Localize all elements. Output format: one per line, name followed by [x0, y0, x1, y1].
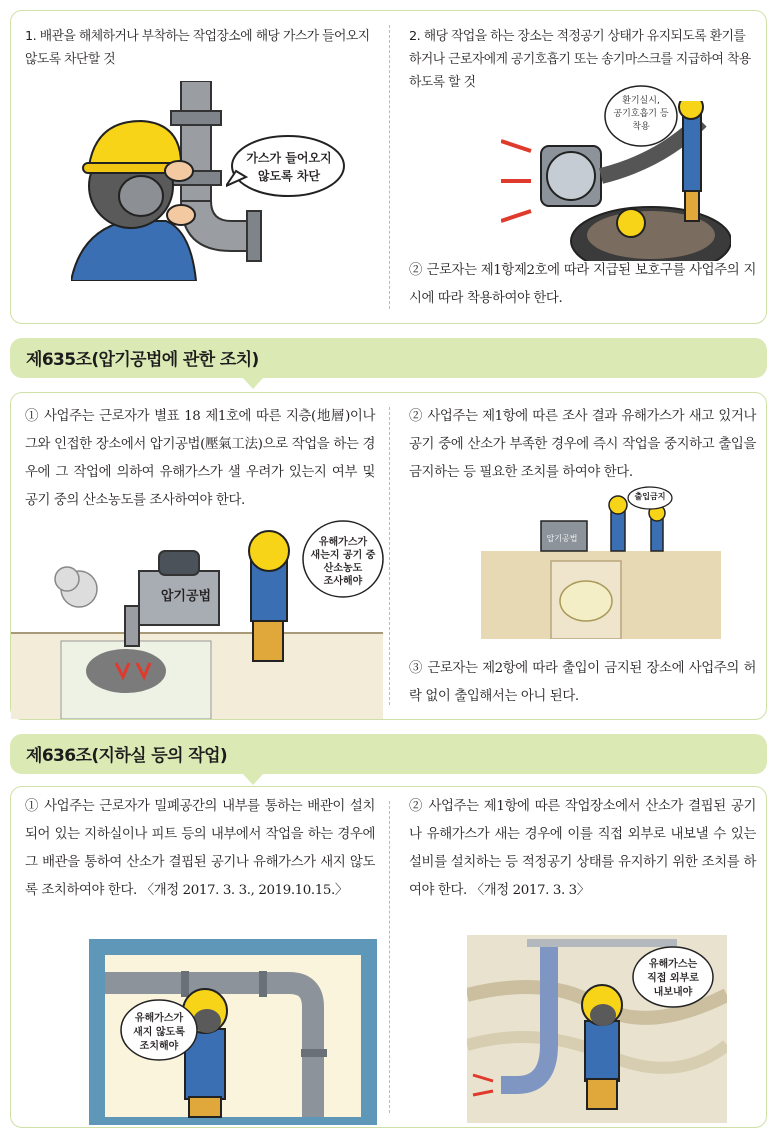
s636-left-bubble-line-2: 새지 않도록: [133, 1027, 185, 1038]
s635-para-2: ② 사업주는 제1항에 따른 조사 결과 유해가스가 새고 있거나 공기 중에 산소가 부족한 경우에 즉시 작업을 중지하고 출입을 금지하는 등 필요한 조치를 하여야 한다.: [409, 409, 756, 480]
access-prohibited-illustration: [481, 489, 721, 639]
column-divider: [389, 407, 390, 705]
section-636-tail: [242, 773, 264, 785]
s636-right-bubble-line-3: 내보내야: [653, 987, 693, 998]
section-636-panel: [10, 786, 767, 1128]
bubble-right-line-1: 환기실시,: [622, 96, 660, 106]
bubble-left-line-2: 않도록 차단: [257, 169, 321, 183]
top-para-2: ② 근로자는 제1항제2호에 따라 지급된 보호구를 사업주의 지시에 따라 착용하여야 한다.: [409, 263, 756, 306]
machine-label: 압기공법: [160, 589, 212, 604]
section-635-tail: [242, 377, 264, 389]
section-636-title: 제636조(지하실 등의 작업): [26, 746, 228, 766]
s635-bubble-line-3: 산소농도: [323, 563, 363, 574]
section-635-header: [10, 338, 767, 378]
speech-bubble-left: [226, 131, 346, 201]
top-panel: [10, 10, 767, 324]
s636-right-bubble-line-1: 유해가스는: [648, 959, 698, 970]
prohibit-bubble-text: 출입금지: [634, 492, 666, 501]
bubble-left-line-1: 가스가 들어오지: [246, 151, 332, 165]
s636-right-bubble-line-2: 직접 외부로: [647, 973, 699, 984]
section-636-header: [10, 734, 767, 774]
s635-para-3: ③ 근로자는 제2항에 따라 출입이 금지된 장소에 사업주의 허락 없이 출입해서는 아니 된다.: [409, 661, 756, 704]
s636-left-bubble-line-3: 조치해야: [139, 1041, 179, 1052]
s635-para-1: ① 사업주는 근로자가 별표 18 제1호에 따른 지층(地層)이나 그와 인접한 장소에서 압기공법(壓氣工法)으로 작업을 하는 경우에 그 작업에 의하여 유해가스가 샐 우려가 있는지 여부 및 공기 중의 산소농도를 조사하여야 한다.: [25, 409, 375, 508]
s636-left-bubble-line-1: 유해가스가: [134, 1013, 184, 1024]
s635-bubble-line-4: 조사해야: [323, 576, 363, 587]
section-635-panel: [10, 392, 767, 720]
item-2-text: 2. 해당 작업을 하는 장소는 적정공기 상태가 유지되도록 환기를 하거나 근로자에게 공기호흡기 또는 송기마스크를 지급하여 착용하도록 할 것: [409, 29, 751, 90]
s636-para-2: ② 사업주는 제1항에 따른 작업장소에서 산소가 결핍된 공기나 유해가스가 새는 경우에 이를 직접 외부로 내보낼 수 있는 설비를 설치하는 등 적정공기 상태를 유지하기 위한 조치를 하여야 한다. 〈개정 2017. 3. 3〉: [409, 799, 756, 898]
s635-bubble-line-1: 유해가스가: [318, 537, 368, 548]
section-635-title: 제635조(압기공법에 관한 조치): [26, 350, 259, 370]
s635-bubble-line-2: 새는지 공기 중: [310, 550, 376, 561]
s636-para-1: ① 사업주는 근로자가 밀폐공간의 내부를 통하는 배관이 설치되어 있는 지하실이나 피트 등의 내부에서 작업을 하는 경우에 그 배관을 통하여 산소가 결핍된 공기나 유해가스가 새지 않도록 조치하여야 한다. 〈개정 2017. 3. 3., 2019.10.15.〉: [25, 799, 375, 898]
column-divider: [389, 801, 390, 1113]
bubble-right-line-2: 공기호흡기 등: [613, 109, 669, 119]
column-divider: [389, 25, 390, 309]
bubble-right-line-3: 착용: [632, 122, 650, 132]
small-machine-label: 압기공법: [546, 534, 578, 543]
item-1-text: 1. 배관을 해체하거나 부착하는 작업장소에 해당 가스가 들어오지 않도록 차단할 것: [25, 29, 370, 67]
